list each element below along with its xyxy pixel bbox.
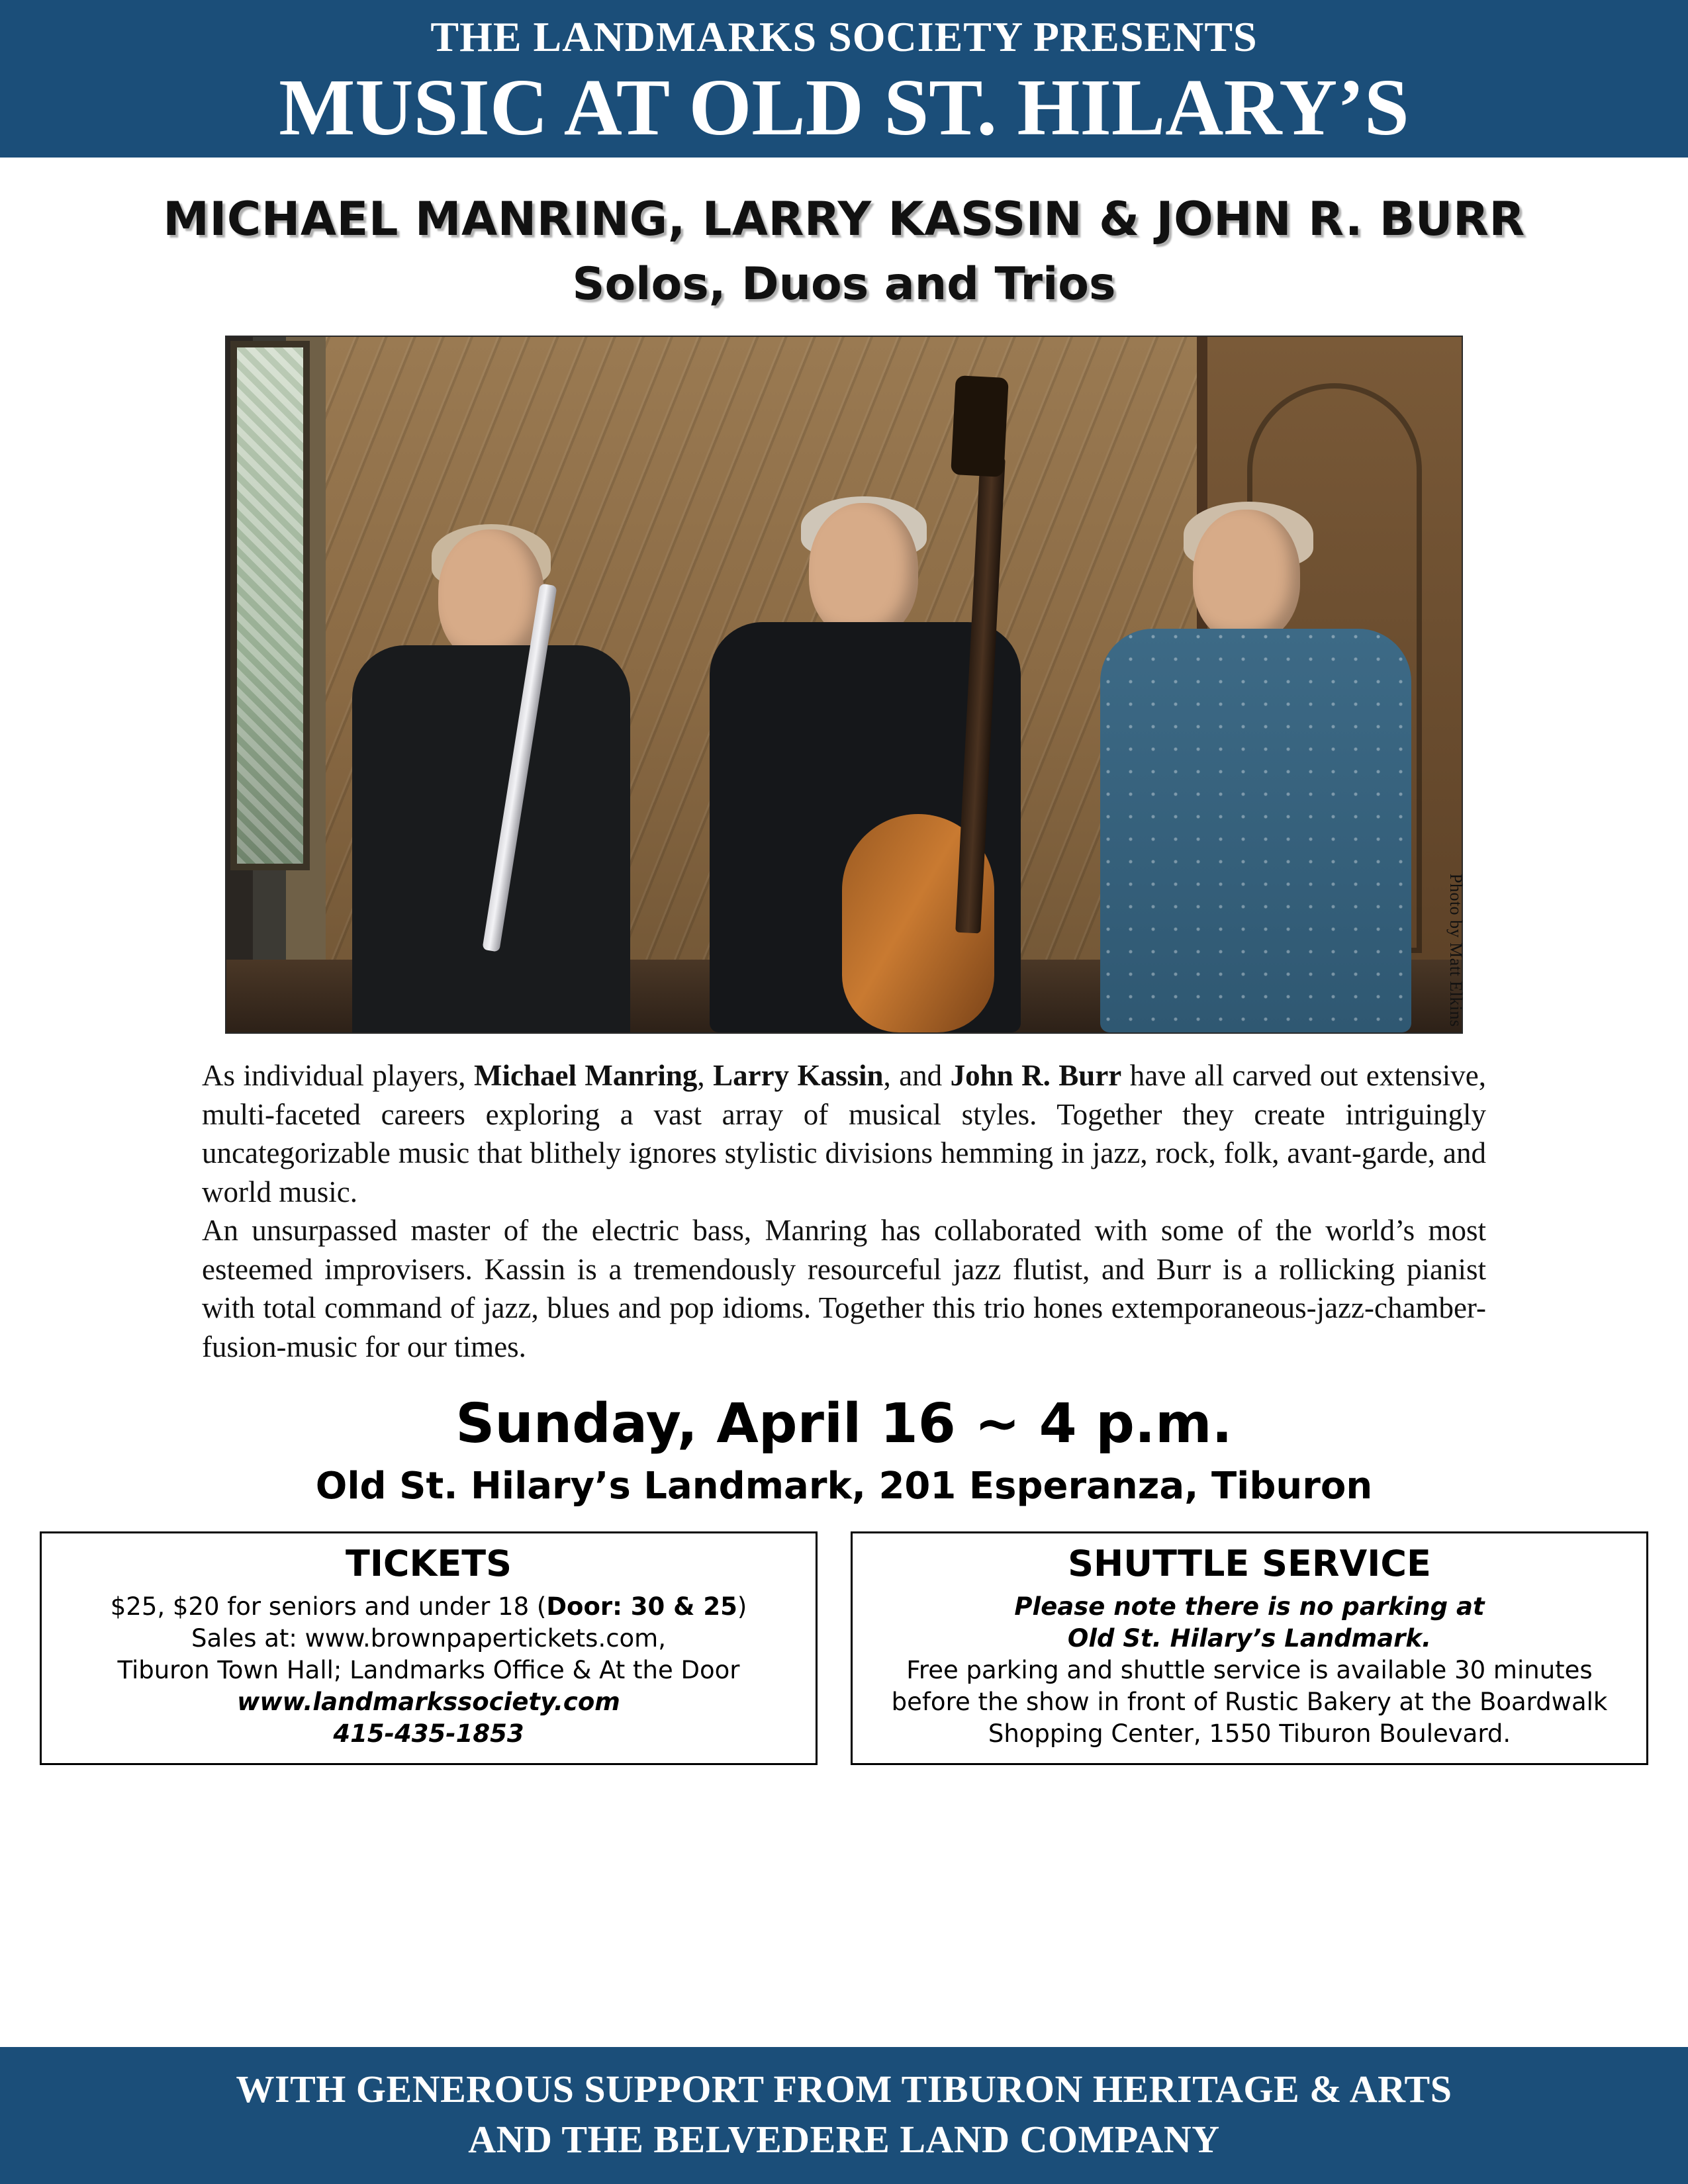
- tickets-price-pre: $25, $20 for seniors and under 18 (: [110, 1592, 547, 1621]
- tickets-sales: [54, 1623, 804, 1655]
- shuttle-detail: Free parking and shuttle service is available 30 minutes before the show in front of Rustic Bakery at the Boardwalk Shopping Center, 1550 Tiburon Boulevard.: [891, 1656, 1608, 1749]
- stained-glass-window: [230, 341, 310, 870]
- photo-credit: Photo by Matt Elkins: [1446, 874, 1466, 1027]
- tickets-phone[interactable]: 415-435-1853: [333, 1719, 524, 1749]
- info-boxes: [40, 1531, 1648, 1765]
- event-venue: Old St. Hilary’s Landmark, 201 Esperanza, Tiburon: [315, 1465, 1373, 1508]
- tickets-price: [54, 1591, 804, 1623]
- head: [809, 503, 918, 639]
- artist-block: [0, 192, 1688, 310]
- presenter-line: THE LANDMARKS SOCIETY PRESENTS: [430, 13, 1258, 60]
- artist-subtitle: Solos, Duos and Trios: [572, 258, 1116, 310]
- description-text: [202, 1056, 1486, 1366]
- tickets-door-price: Door: 30 & 25: [546, 1592, 737, 1621]
- musician-flutist: [326, 529, 657, 1032]
- bass-headstock: [951, 375, 1009, 477]
- tickets-sales-label: Sales at:: [191, 1624, 305, 1653]
- tickets-outlets: Tiburon Town Hall; Landmarks Office & At the Door: [117, 1656, 740, 1685]
- torso: [1100, 629, 1411, 1032]
- desc-sep-2: , and: [883, 1059, 951, 1092]
- sponsor-banner: [0, 2047, 1688, 2184]
- artist-name-1: Michael Manring: [474, 1059, 698, 1092]
- description-paragraph-2: An unsurpassed master of the electric bass, Manring has collaborated with some of the world’s most esteemed improvisers. Kassin is a tremendously resourceful jazz flutist, and Burr is a rollicking pianist with total command of jazz, blues and pop idioms. Together this trio hones extemporaneous-jazz-chamber-fusion-music for our times.: [202, 1214, 1486, 1363]
- shuttle-note-line-2: Old St. Hilary’s Landmark.: [1067, 1624, 1432, 1653]
- artist-names: MICHAEL MANRING, LARRY KASSIN & JOHN R. BURR: [163, 192, 1525, 246]
- musician-pianist: [1080, 510, 1438, 1032]
- desc-p1-pre: As individual players,: [202, 1059, 474, 1092]
- head: [1193, 510, 1300, 642]
- performer-photo: [225, 336, 1463, 1034]
- tickets-title: TICKETS: [345, 1543, 512, 1584]
- artist-name-2: Larry Kassin: [713, 1059, 884, 1092]
- head: [438, 529, 544, 662]
- torso: [352, 645, 630, 1034]
- photo-wrapper: [225, 336, 1466, 1034]
- tickets-sales-url[interactable]: www.brownpapertickets.com,: [305, 1624, 666, 1653]
- top-banner: [0, 0, 1688, 158]
- shuttle-note-line-1: Please note there is no parking at: [1014, 1592, 1485, 1621]
- sponsor-line-2: AND THE BELVEDERE LAND COMPANY: [468, 2117, 1220, 2161]
- shuttle-box: [851, 1531, 1648, 1765]
- tickets-box: [40, 1531, 818, 1765]
- event-date: Sunday, April 16 ~ 4 p.m.: [455, 1392, 1233, 1455]
- page-title: MUSIC AT OLD ST. HILARY’S: [279, 63, 1409, 153]
- desc-p1-post: have all carved out extensive, multi-faceted careers exploring a vast array of musical styles. Together they create intriguingly uncategorizable music that blithely ignores stylistic divisions hemming in jazz, rock, folk, avant-garde, and world music.: [202, 1059, 1486, 1208]
- tickets-price-post: ): [737, 1592, 747, 1621]
- description-paragraph-1: [202, 1056, 1486, 1211]
- artist-name-3: John R. Burr: [950, 1059, 1122, 1092]
- desc-sep-1: ,: [697, 1059, 714, 1092]
- landmarks-website[interactable]: www.landmarkssociety.com: [237, 1688, 620, 1717]
- sponsor-line-1: WITH GENEROUS SUPPORT FROM TIBURON HERITAGE & ARTS: [236, 2068, 1452, 2111]
- shuttle-title: SHUTTLE SERVICE: [1068, 1543, 1431, 1584]
